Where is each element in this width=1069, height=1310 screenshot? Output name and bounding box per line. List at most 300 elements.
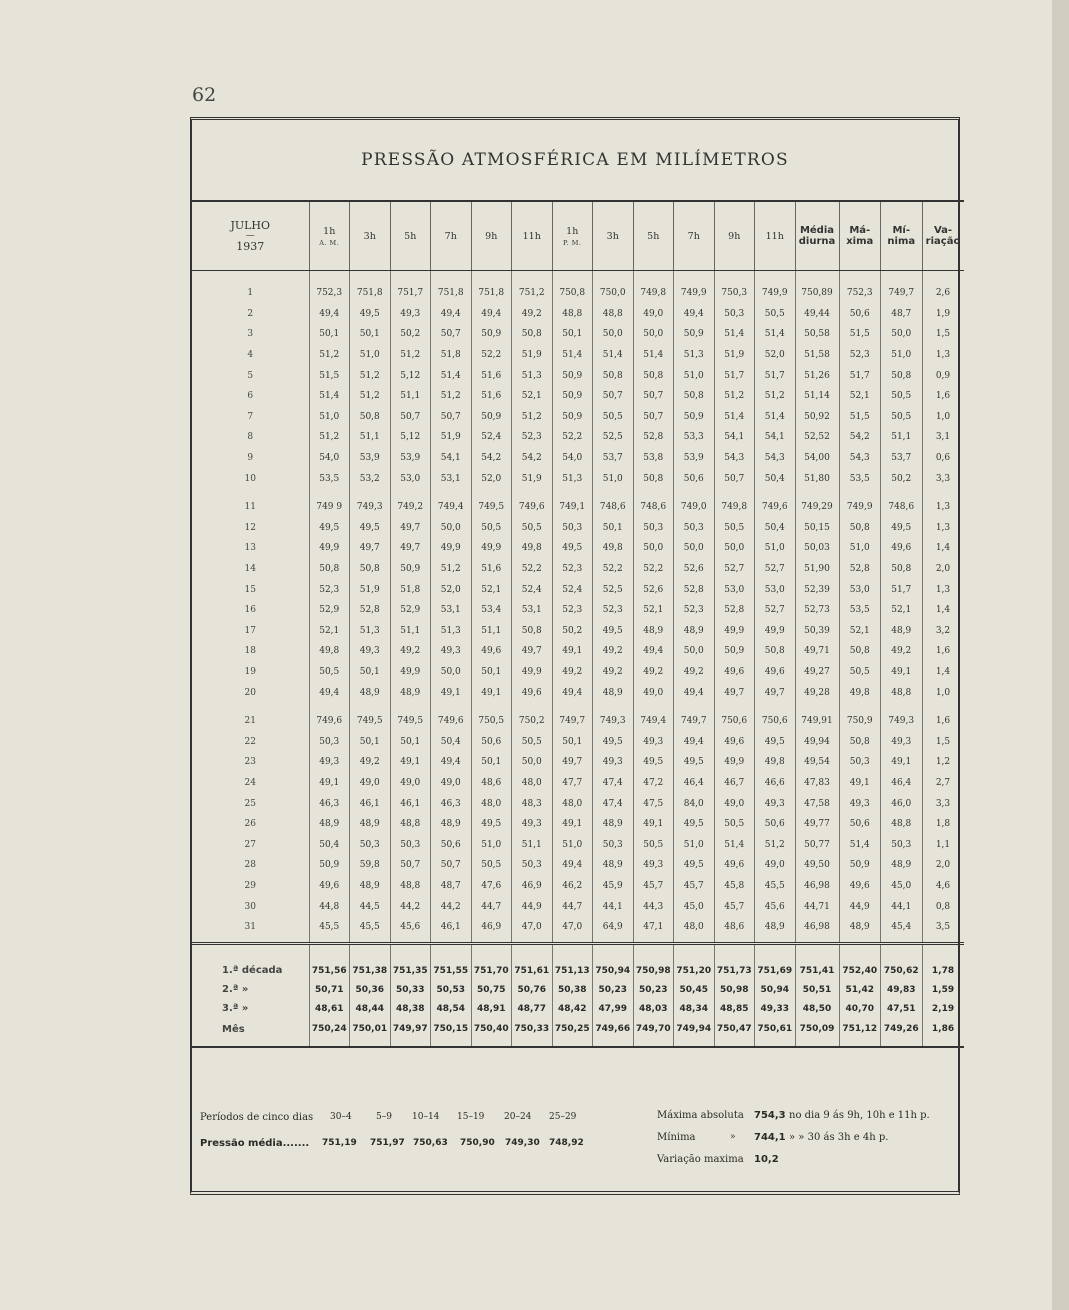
spacer-cell bbox=[192, 944, 309, 962]
header-pm-11h: 11h bbox=[755, 201, 796, 271]
table-cell: 51,1 bbox=[881, 427, 923, 448]
table-cell: 48,3 bbox=[512, 793, 553, 814]
table-cell: 749,97 bbox=[390, 1018, 431, 1040]
table-cell: 749,3 bbox=[593, 711, 634, 732]
spacer-cell bbox=[593, 489, 634, 497]
spacer-row bbox=[192, 703, 964, 711]
table-cell: 48,9 bbox=[881, 855, 923, 876]
table-cell: 51,3 bbox=[552, 468, 593, 489]
spacer-cell bbox=[714, 1040, 755, 1047]
table-cell: 50,6 bbox=[431, 834, 472, 855]
table-cell: 51,2 bbox=[350, 386, 391, 407]
table-cell: 49,5 bbox=[633, 752, 674, 773]
spacer-cell bbox=[795, 703, 839, 711]
table-cell: 49,9 bbox=[471, 538, 512, 559]
table-cell: 48,9 bbox=[881, 621, 923, 642]
row-label: 26 bbox=[244, 819, 256, 830]
table-cell: 750,3 bbox=[714, 283, 755, 304]
table-cell: 48,8 bbox=[881, 682, 923, 703]
table-cell: 49,7 bbox=[390, 518, 431, 539]
table-cell: 47,99 bbox=[593, 999, 634, 1018]
pressure-1: 751,19 bbox=[322, 1138, 357, 1148]
row-label: 8 bbox=[247, 432, 254, 443]
table-cell: 52,8 bbox=[714, 600, 755, 621]
table-cell: 50,51 bbox=[795, 980, 839, 999]
table-cell: 49,1 bbox=[552, 814, 593, 835]
table-cell: 50,8 bbox=[674, 386, 715, 407]
table-cell: 49,4 bbox=[471, 304, 512, 325]
table-cell: 54,0 bbox=[552, 448, 593, 469]
table-cell: 49,0 bbox=[350, 773, 391, 794]
table-cell: 50,8 bbox=[350, 559, 391, 580]
table-cell: 50,9 bbox=[552, 386, 593, 407]
table-cell: 50,98 bbox=[714, 980, 755, 999]
table-cell: 51,4 bbox=[755, 324, 796, 345]
table-cell: 1,0 bbox=[922, 682, 964, 703]
table-cell: 50,9 bbox=[714, 641, 755, 662]
table-cell: 51,8 bbox=[390, 579, 431, 600]
table-cell: 49,3 bbox=[390, 304, 431, 325]
table-cell: 49,7 bbox=[552, 752, 593, 773]
table-cell: 51,2 bbox=[512, 407, 553, 428]
table-cell: 1,4 bbox=[922, 662, 964, 683]
row-label: 12 bbox=[244, 522, 256, 533]
spacer-cell bbox=[350, 489, 391, 497]
table-cell: 51,5 bbox=[839, 407, 881, 428]
table-body bbox=[192, 271, 964, 1048]
spacer-cell bbox=[552, 489, 593, 497]
spacer-cell bbox=[674, 489, 715, 497]
table-cell: 47,5 bbox=[633, 793, 674, 814]
row-label: 1 bbox=[247, 288, 254, 299]
header-am-9h: 9h bbox=[471, 201, 512, 271]
row-label: 23 bbox=[244, 757, 256, 768]
spacer-cell bbox=[922, 271, 964, 284]
table-cell: 47,6 bbox=[471, 876, 512, 897]
table-cell: 49,1 bbox=[471, 682, 512, 703]
row-label: 14 bbox=[244, 564, 256, 575]
table-cell: 51,7 bbox=[755, 365, 796, 386]
row-label: 21 bbox=[244, 716, 256, 727]
spacer-cell bbox=[471, 703, 512, 711]
table-cell: 49,5 bbox=[552, 538, 593, 559]
max-abs-value: 754,3 bbox=[754, 1110, 786, 1121]
table-cell: 49,3 bbox=[881, 731, 923, 752]
table-cell: 49,5 bbox=[881, 518, 923, 539]
table-cell: 50,5 bbox=[512, 731, 553, 752]
table-cell: 751,56 bbox=[309, 961, 350, 980]
table-cell: 51,4 bbox=[431, 365, 472, 386]
table-cell: 50,8 bbox=[755, 641, 796, 662]
table-cell: 50,5 bbox=[881, 386, 923, 407]
table-cell: 50,5 bbox=[755, 304, 796, 325]
table-cell: 751,8 bbox=[350, 283, 391, 304]
header-pm-7h: 7h bbox=[674, 201, 715, 271]
table-cell: 49,27 bbox=[795, 662, 839, 683]
spacer-cell bbox=[633, 489, 674, 497]
spacer-cell bbox=[431, 1040, 472, 1047]
spacer-cell bbox=[714, 944, 755, 962]
table-cell: 50,7 bbox=[431, 407, 472, 428]
table-cell: 49,9 bbox=[755, 621, 796, 642]
table-row bbox=[192, 559, 964, 580]
table-cell: 49,6 bbox=[881, 538, 923, 559]
table-cell: 53,1 bbox=[431, 468, 472, 489]
table-cell: 51,4 bbox=[552, 345, 593, 366]
table-cell: 751,61 bbox=[512, 961, 553, 980]
table-cell: 51,9 bbox=[714, 345, 755, 366]
table-cell: 48,9 bbox=[350, 876, 391, 897]
table-cell: 50,7 bbox=[633, 407, 674, 428]
table-cell: 45,6 bbox=[390, 917, 431, 938]
table-cell: 748,6 bbox=[633, 497, 674, 518]
table-cell: 749,4 bbox=[633, 711, 674, 732]
table-cell: 50,8 bbox=[881, 365, 923, 386]
table-cell: 49,9 bbox=[309, 538, 350, 559]
table-cell: 46,2 bbox=[552, 876, 593, 897]
period-3: 10–14 bbox=[412, 1112, 440, 1122]
table-row bbox=[192, 407, 964, 428]
table-cell: 49,2 bbox=[593, 641, 634, 662]
table-cell: 751,12 bbox=[839, 1018, 881, 1040]
table-cell: 1,2 bbox=[922, 752, 964, 773]
table-cell: 53,0 bbox=[755, 579, 796, 600]
table-cell: 49,5 bbox=[674, 752, 715, 773]
table-cell: 750,6 bbox=[714, 711, 755, 732]
table-cell: 48,9 bbox=[593, 855, 634, 876]
table-cell: 749,6 bbox=[431, 711, 472, 732]
table-cell: 5,12 bbox=[390, 427, 431, 448]
table-frame bbox=[190, 117, 960, 1195]
spacer-cell bbox=[192, 703, 309, 711]
table-cell: 52,8 bbox=[633, 427, 674, 448]
table-cell: 54,00 bbox=[795, 448, 839, 469]
table-cell: 45,5 bbox=[755, 876, 796, 897]
table-cell: 50,53 bbox=[431, 980, 472, 999]
table-cell: 50,0 bbox=[431, 662, 472, 683]
table-cell: 49,1 bbox=[839, 773, 881, 794]
table-cell: 51,1 bbox=[512, 834, 553, 855]
table-cell: 48,42 bbox=[552, 999, 593, 1018]
table-cell: 49,71 bbox=[795, 641, 839, 662]
table-cell: 49,1 bbox=[309, 773, 350, 794]
spacer-cell bbox=[350, 703, 391, 711]
table-row bbox=[192, 386, 964, 407]
table-cell: 54,2 bbox=[512, 448, 553, 469]
table-cell: 44,7 bbox=[552, 896, 593, 917]
table-cell: 51,5 bbox=[839, 324, 881, 345]
table-cell: 51,6 bbox=[471, 365, 512, 386]
table-cell: 750,24 bbox=[309, 1018, 350, 1040]
table-cell: 749,6 bbox=[512, 497, 553, 518]
header-pm-5h: 5h bbox=[633, 201, 674, 271]
table-row bbox=[192, 682, 964, 703]
table-cell: 1,3 bbox=[922, 345, 964, 366]
table-cell: 748,6 bbox=[593, 497, 634, 518]
table-cell: 52,9 bbox=[390, 600, 431, 621]
table-cell: 53,1 bbox=[431, 600, 472, 621]
table-cell: 44,2 bbox=[390, 896, 431, 917]
table-cell: 53,1 bbox=[512, 600, 553, 621]
pressure-6: 748,92 bbox=[549, 1138, 584, 1148]
table-cell: 50,3 bbox=[714, 304, 755, 325]
table-cell: 50,7 bbox=[390, 855, 431, 876]
table-cell: 50,3 bbox=[309, 731, 350, 752]
table-cell: 49,6 bbox=[512, 682, 553, 703]
table-cell: 52,3 bbox=[552, 600, 593, 621]
table-cell: 50,0 bbox=[593, 324, 634, 345]
table-cell: 49,3 bbox=[309, 752, 350, 773]
table-cell: 49,5 bbox=[674, 814, 715, 835]
table-cell: 51,58 bbox=[795, 345, 839, 366]
table-cell: 46,1 bbox=[390, 793, 431, 814]
table-cell: 750,33 bbox=[512, 1018, 553, 1040]
max-abs-label: Máxima absoluta bbox=[657, 1110, 744, 1121]
spacer-cell bbox=[795, 489, 839, 497]
table-cell: 47,51 bbox=[881, 999, 923, 1018]
table-cell: 50,6 bbox=[755, 814, 796, 835]
spacer-cell bbox=[309, 944, 350, 962]
spacer-cell bbox=[633, 944, 674, 962]
table-cell: 52,0 bbox=[471, 468, 512, 489]
table-cell: 54,1 bbox=[714, 427, 755, 448]
table-cell: 49,7 bbox=[512, 641, 553, 662]
table-cell: 50,0 bbox=[633, 538, 674, 559]
table-cell: 4,6 bbox=[922, 876, 964, 897]
table-cell: 50,77 bbox=[795, 834, 839, 855]
header-pm-9h: 9h bbox=[714, 201, 755, 271]
table-row bbox=[192, 855, 964, 876]
table-cell: 48,6 bbox=[714, 917, 755, 938]
table-cell: 2,6 bbox=[922, 283, 964, 304]
table-row bbox=[192, 600, 964, 621]
table-cell: 51,4 bbox=[714, 324, 755, 345]
spacer-cell bbox=[795, 1040, 839, 1047]
table-cell: 50,1 bbox=[471, 752, 512, 773]
table-cell: 45,7 bbox=[633, 876, 674, 897]
table-cell: 0,9 bbox=[922, 365, 964, 386]
table-cell: 49,2 bbox=[552, 662, 593, 683]
row-label: 11 bbox=[244, 502, 256, 513]
table-cell: 50,76 bbox=[512, 980, 553, 999]
table-cell: 50,3 bbox=[390, 834, 431, 855]
table-cell: 49,5 bbox=[674, 855, 715, 876]
table-cell: 48,77 bbox=[512, 999, 553, 1018]
table-cell: 49,6 bbox=[714, 855, 755, 876]
table-cell: 50,1 bbox=[552, 324, 593, 345]
table-cell: 52,2 bbox=[552, 427, 593, 448]
header-pm-3h: 3h bbox=[593, 201, 634, 271]
table-cell: 50,23 bbox=[593, 980, 634, 999]
decade-summary-row bbox=[192, 961, 964, 980]
table-cell: 52,2 bbox=[512, 559, 553, 580]
table-cell: 46,1 bbox=[431, 917, 472, 938]
table-cell: 47,7 bbox=[552, 773, 593, 794]
table-cell: 52,2 bbox=[633, 559, 674, 580]
table-cell: 50,4 bbox=[755, 468, 796, 489]
table-cell: 46,1 bbox=[350, 793, 391, 814]
table-cell: 750,98 bbox=[633, 961, 674, 980]
table-cell: 44,5 bbox=[350, 896, 391, 917]
table-cell: 50,0 bbox=[881, 324, 923, 345]
table-cell: 50,2 bbox=[390, 324, 431, 345]
table-cell: 44,9 bbox=[512, 896, 553, 917]
row-label: 3.ª » bbox=[222, 1003, 249, 1015]
table-cell: 49,1 bbox=[431, 682, 472, 703]
table-cell: 750,25 bbox=[552, 1018, 593, 1040]
table-cell: 48,38 bbox=[390, 999, 431, 1018]
periods-label: Períodos de cinco dias bbox=[200, 1112, 314, 1123]
table-cell: 751,2 bbox=[512, 283, 553, 304]
table-cell: 53,5 bbox=[839, 468, 881, 489]
table-cell: 51,0 bbox=[309, 407, 350, 428]
table-cell: 749,5 bbox=[390, 711, 431, 732]
table-cell: 51,0 bbox=[755, 538, 796, 559]
table-cell: 48,0 bbox=[471, 793, 512, 814]
table-cell: 51,4 bbox=[839, 834, 881, 855]
table-cell: 749,7 bbox=[552, 711, 593, 732]
table-cell: 50,8 bbox=[593, 365, 634, 386]
page-number: 62 bbox=[192, 84, 217, 106]
table-cell: 749,5 bbox=[350, 711, 391, 732]
table-cell: 49,8 bbox=[309, 641, 350, 662]
row-label: 3 bbox=[247, 329, 254, 340]
spacer-cell bbox=[552, 944, 593, 962]
table-cell: 50,0 bbox=[633, 324, 674, 345]
table-cell: 52,7 bbox=[755, 600, 796, 621]
spacer-cell bbox=[755, 1040, 796, 1047]
table-cell: 50,7 bbox=[593, 386, 634, 407]
table-cell: 50,3 bbox=[839, 752, 881, 773]
spacer-cell bbox=[755, 271, 796, 284]
spacer-cell bbox=[593, 271, 634, 284]
spacer-cell bbox=[431, 944, 472, 962]
table-cell: 49,4 bbox=[552, 855, 593, 876]
table-cell: 45,0 bbox=[674, 896, 715, 917]
table-cell: 54,1 bbox=[431, 448, 472, 469]
table-cell: 59,8 bbox=[350, 855, 391, 876]
table-cell: 1,4 bbox=[922, 538, 964, 559]
table-cell: 49,2 bbox=[881, 641, 923, 662]
table-cell: 46,9 bbox=[471, 917, 512, 938]
table-cell: 749,9 bbox=[755, 283, 796, 304]
spacer-cell bbox=[839, 271, 881, 284]
table-cell: 1,0 bbox=[922, 407, 964, 428]
table-cell: 749,6 bbox=[309, 711, 350, 732]
table-cell: 52,1 bbox=[839, 386, 881, 407]
table-cell: 51,7 bbox=[881, 579, 923, 600]
table-cell: 750,89 bbox=[795, 283, 839, 304]
table-row bbox=[192, 345, 964, 366]
table-cell: 751,7 bbox=[390, 283, 431, 304]
table-cell: 50,7 bbox=[431, 855, 472, 876]
table-cell: 49,94 bbox=[795, 731, 839, 752]
table-cell: 47,4 bbox=[593, 793, 634, 814]
table-cell: 49,33 bbox=[755, 999, 796, 1018]
table-cell: 51,9 bbox=[512, 468, 553, 489]
table-cell: 751,35 bbox=[390, 961, 431, 980]
decade-summary-row bbox=[192, 980, 964, 999]
table-cell: 49,9 bbox=[431, 538, 472, 559]
table-cell: 50,9 bbox=[309, 855, 350, 876]
table-cell: 50,9 bbox=[674, 407, 715, 428]
table-cell: 0,6 bbox=[922, 448, 964, 469]
table-cell: 50,3 bbox=[552, 518, 593, 539]
table-cell: 50,4 bbox=[755, 518, 796, 539]
table-cell: 48,8 bbox=[881, 814, 923, 835]
table-cell: 53,5 bbox=[309, 468, 350, 489]
table-cell: 49,8 bbox=[755, 752, 796, 773]
table-cell: 51,90 bbox=[795, 559, 839, 580]
table-cell: 48,7 bbox=[881, 304, 923, 325]
table-cell: 47,4 bbox=[593, 773, 634, 794]
header-am-3h: 3h bbox=[350, 201, 391, 271]
table-cell: 49,2 bbox=[593, 662, 634, 683]
table-row bbox=[192, 365, 964, 386]
header-am-11h: 11h bbox=[512, 201, 553, 271]
table-cell: 49,7 bbox=[390, 538, 431, 559]
spacer-cell bbox=[552, 1040, 593, 1047]
table-cell: 50,1 bbox=[593, 518, 634, 539]
table-cell: 750,9 bbox=[839, 711, 881, 732]
table-cell: 49,6 bbox=[714, 662, 755, 683]
spacer-cell bbox=[922, 703, 964, 711]
table-cell: 751,13 bbox=[552, 961, 593, 980]
table-row bbox=[192, 814, 964, 835]
table-cell: 51,1 bbox=[390, 621, 431, 642]
row-label: 6 bbox=[247, 391, 254, 402]
table-cell: 750,8 bbox=[552, 283, 593, 304]
spacer-cell bbox=[795, 271, 839, 284]
table-cell: 53,0 bbox=[714, 579, 755, 600]
spacer-cell bbox=[390, 1040, 431, 1047]
table-cell: 49,83 bbox=[881, 980, 923, 999]
min-note: » » 30 ás 3h e 4h p. bbox=[789, 1132, 889, 1143]
table-cell: 50,6 bbox=[839, 814, 881, 835]
table-cell: 50,0 bbox=[674, 538, 715, 559]
table-cell: 48,85 bbox=[714, 999, 755, 1018]
row-label: 18 bbox=[244, 646, 256, 657]
table-cell: 51,9 bbox=[431, 427, 472, 448]
table-cell: 3,1 bbox=[922, 427, 964, 448]
spacer-cell bbox=[839, 489, 881, 497]
table-cell: 751,55 bbox=[431, 961, 472, 980]
table-cell: 50,39 bbox=[795, 621, 839, 642]
spacer-cell bbox=[881, 944, 923, 962]
spacer-cell bbox=[309, 703, 350, 711]
table-cell: 47,1 bbox=[633, 917, 674, 938]
table-cell: 50,0 bbox=[714, 538, 755, 559]
table-cell: 50,03 bbox=[795, 538, 839, 559]
table-cell: 52,9 bbox=[309, 600, 350, 621]
table-cell: 46,98 bbox=[795, 876, 839, 897]
table-cell: 52,3 bbox=[309, 579, 350, 600]
header-maxima: Má- xima bbox=[839, 201, 881, 271]
table-cell: 49,2 bbox=[350, 752, 391, 773]
table-cell: 44,1 bbox=[881, 896, 923, 917]
table-cell: 51,0 bbox=[552, 834, 593, 855]
table-cell: 51,0 bbox=[881, 345, 923, 366]
table-cell: 50,9 bbox=[674, 324, 715, 345]
table-cell: 45,6 bbox=[755, 896, 796, 917]
table-row bbox=[192, 538, 964, 559]
table-cell: 750,0 bbox=[593, 283, 634, 304]
spacer-cell bbox=[431, 489, 472, 497]
pressure-4: 750,90 bbox=[460, 1138, 495, 1148]
max-abs-note: no dia 9 ás 9h, 10h e 11h p. bbox=[789, 1110, 930, 1121]
page-title: PRESSÃO ATMOSFÉRICA EM MILÍMETROS bbox=[361, 150, 789, 170]
table-cell: 50,5 bbox=[309, 662, 350, 683]
